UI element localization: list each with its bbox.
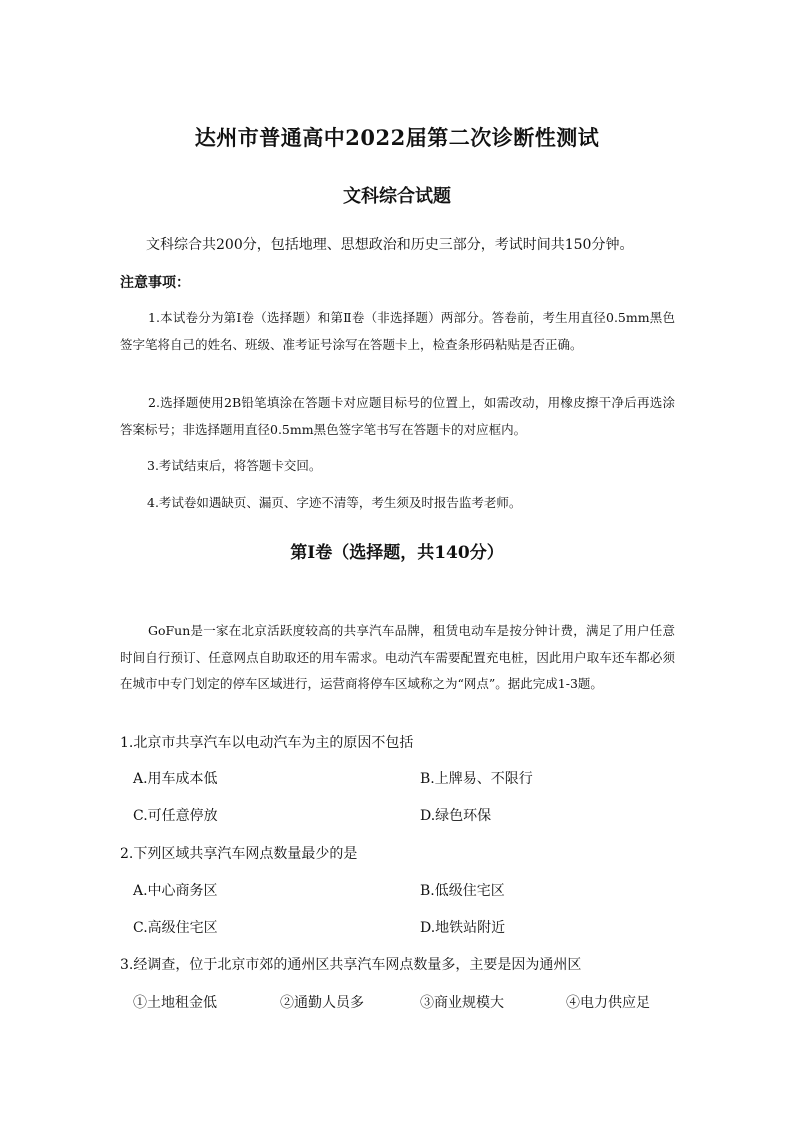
exam-intro: 文科综合共200分，包括地理、思想政治和历史三部分，考试时间共150分钟。	[146, 237, 634, 253]
question-3-choice-2: ②通勤人员多	[280, 995, 364, 1011]
question-1-option-a[interactable]: A.用车成本低	[133, 771, 218, 787]
section-heading: 第Ⅰ卷（选择题，共140分）	[290, 543, 504, 563]
question-1-option-d[interactable]: D.绿色环保	[420, 808, 492, 824]
question-3-choice-1: ①土地租金低	[133, 995, 217, 1011]
question-2-option-c[interactable]: C.高级住宅区	[133, 920, 218, 936]
passage-text: GoFun是一家在北京活跃度较高的共享汽车品牌，租赁电动车是按分钟计费，满足了用户任意时间自行预订、任意网点自助取还的用车需求。电动汽车需要配置充电桩，因此用户取车还车都必须在城市中专门划定的停车区域进行，运营商将停车区域称之为“网点”。据此完成1-3题。	[120, 623, 675, 691]
question-1-stem: 1.北京市共享汽车以电动汽车为主的原因不包括	[120, 735, 414, 751]
page-title: 达州市普通高中2022届第二次诊断性测试	[194, 125, 600, 150]
question-3-stem: 3.经调查，位于北京市郊的通州区共享汽车网点数量多，主要是因为通州区	[120, 957, 582, 973]
question-3-choice-3: ③商业规模大	[420, 995, 504, 1011]
question-2-option-d[interactable]: D.地铁站附近	[420, 920, 506, 936]
notice-heading: 注意事项：	[120, 275, 190, 291]
question-1-option-b[interactable]: B.上牌易、不限行	[420, 771, 533, 787]
notice-item-4: 4.考试卷如遇缺页、漏页、字迹不清等，考生须及时报告监考老师。	[147, 495, 522, 510]
question-3-choice-4: ④电力供应足	[566, 995, 650, 1011]
page-subtitle: 文科综合试题	[343, 186, 451, 207]
notice-item-2	[120, 390, 675, 443]
question-2-option-b[interactable]: B.低级住宅区	[420, 883, 505, 899]
question-1-option-c[interactable]: C.可任意停放	[133, 808, 218, 824]
notice-item-2-text: 2.选择题使用2B铅笔填涂在答题卡对应题目标号的位置上，如需改动，用橡皮擦干净后再选涂答案标号；非选择题用直径0.5mm黑色签字笔书写在答题卡的对应框内。	[120, 395, 675, 437]
passage	[120, 618, 675, 698]
question-2-stem: 2.下列区域共享汽车网点数量最少的是	[120, 846, 358, 862]
question-2-option-a[interactable]: A.中心商务区	[133, 883, 218, 899]
notice-item-1-text: 1.本试卷分为第Ⅰ卷（选择题）和第Ⅱ卷（非选择题）两部分。答卷前，考生用直径0.5mm黑色签字笔将自己的姓名、班级、准考证号涂写在答题卡上，检查条形码粘贴是否正确。	[120, 310, 675, 352]
notice-item-3: 3.考试结束后，将答题卡交回。	[147, 458, 322, 473]
notice-item-1	[120, 305, 675, 358]
